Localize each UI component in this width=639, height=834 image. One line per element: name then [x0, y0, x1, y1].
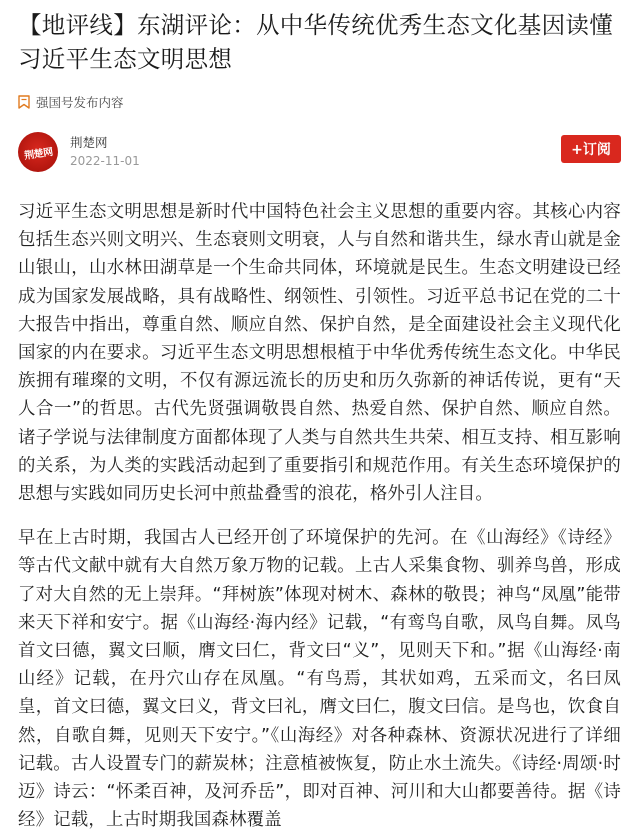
bookmark-icon	[18, 95, 30, 109]
author-meta	[70, 134, 140, 170]
article-paragraph: 习近平生态文明思想是新时代中国特色社会主义思想的重要内容。其核心内容包括生态兴则文明兴、生态衰则文明衰，人与自然和谐共生，绿水青山就是金山银山，山水林田湖草是一个生命共同体，环境就是民生。生态文明建设已经成为国家发展战略，具有战略性、纲领性、引领性。习近平总书记在党的二十大报告中指出，尊重自然、顺应自然、保护自然，是全面建设社会主义现代化国家的内在要求。习近平生态文明思想根植于中华优秀传统生态文化。中华民族拥有璀璨的文明，不仅有源远流长的历史和历久弥新的神话传说，更有“天人合一”的哲思。古代先贤强调敬畏自然、热爱自然、保护自然、顺应自然。诸子学说与法律制度方面都体现了人类与自然共生共荣、相互支持、相互影响的关系，为人类的实践活动起到了重要指引和规范作用。有关生态环境保护的思想与实践如同历史长河中煎盐叠雪的浪花，格外引人注目。	[18, 202, 621, 505]
publish-date: 2022-11-01	[70, 154, 140, 168]
article-title: 【地评线】东湖评论：从中华传统优秀生态文化基因读懂习近平生态文明思想	[18, 11, 613, 73]
author-row	[18, 132, 621, 172]
source-label: 强国号发布内容	[36, 95, 124, 110]
article-body	[18, 198, 621, 834]
subscribe-button[interactable]: +订阅	[561, 135, 621, 163]
avatar-logo-text: 荆楚网	[23, 146, 54, 162]
avatar[interactable]	[18, 132, 58, 172]
article-paragraph: 早在上古时期，我国古人已经开创了环境保护的先河。在《山海经》《诗经》等古代文献中就有大自然万象万物的记载。上古人采集食物、驯养鸟兽，形成了对大自然的无上崇拜。“拜树族”体现对树木、森林的敬畏；神鸟“凤凰”能带来天下祥和安宁。据《山海经·海内经》记载，“有鸾鸟自歌，凤鸟自舞。凤鸟首文曰德，翼文曰顺，膺文曰仁，背文曰“义”，见则天下和。”据《山海经·南山经》记载，在丹穴山存在凤凰。“有鸟焉，其状如鸡，五采而文，名曰凤皇，首文曰德，翼文曰义，背文曰礼，膺文曰仁，腹文曰信。是鸟也，饮食自然，自歌自舞，见则天下安宁。”《山海经》对各种森林、资源状况进行了详细记载。古人设置专门的薪炭林；注意植被恢复，防止水土流失。《诗经·周颂·时迈》诗云：“怀柔百神，及河乔岳”，即对百神、河川和大山都要善待。据《诗经》记载，上古时期我国森林覆盖	[18, 528, 621, 831]
source-line	[18, 92, 621, 112]
author-name[interactable]: 荆楚网	[70, 135, 108, 150]
